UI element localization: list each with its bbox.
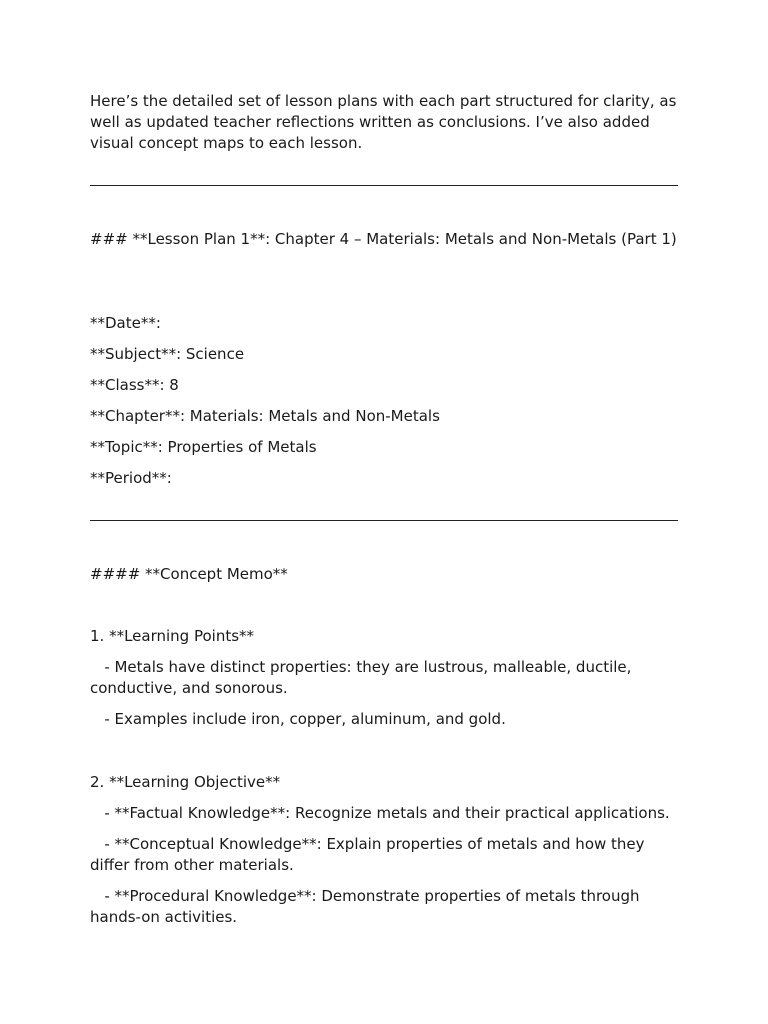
period-line: **Period**: — [90, 469, 172, 487]
objective-item: - **Conceptual Knowledge**: Explain properties of metals and how they differ from other materials. — [90, 835, 650, 874]
lesson-plan-heading: ### **Lesson Plan 1**: Chapter 4 – Materials: Metals and Non-Metals (Part 1) — [90, 230, 677, 248]
learning-point-item: - Examples include iron, copper, aluminum, and gold. — [90, 710, 506, 728]
concept-memo-heading: #### **Concept Memo** — [90, 565, 288, 583]
objective-item: - **Factual Knowledge**: Recognize metals and their practical applications. — [90, 804, 670, 822]
subject-line: **Subject**: Science — [90, 345, 245, 363]
topic-line: **Topic**: Properties of Metals — [90, 438, 317, 456]
horizontal-rule — [90, 185, 678, 186]
learning-point-item: - Metals have distinct properties: they are lustrous, malleable, ductile, conductive, and sonorous. — [90, 658, 637, 697]
intro-paragraph: Here’s the detailed set of lesson plans with each part structured for clarity, as well as updated teacher reflections written as conclusions. I’ve also added visual concept maps to each lesson. — [90, 92, 682, 152]
objective-item: - **Procedural Knowledge**: Demonstrate properties of metals through hands-on activities. — [90, 887, 645, 926]
chapter-line: **Chapter**: Materials: Metals and Non-Metals — [90, 407, 440, 425]
class-line: **Class**: 8 — [90, 376, 179, 394]
date-line: **Date**: — [90, 314, 161, 332]
learning-objective-title: 2. **Learning Objective** — [90, 773, 281, 791]
learning-points-title: 1. **Learning Points** — [90, 627, 255, 645]
horizontal-rule — [90, 520, 678, 521]
